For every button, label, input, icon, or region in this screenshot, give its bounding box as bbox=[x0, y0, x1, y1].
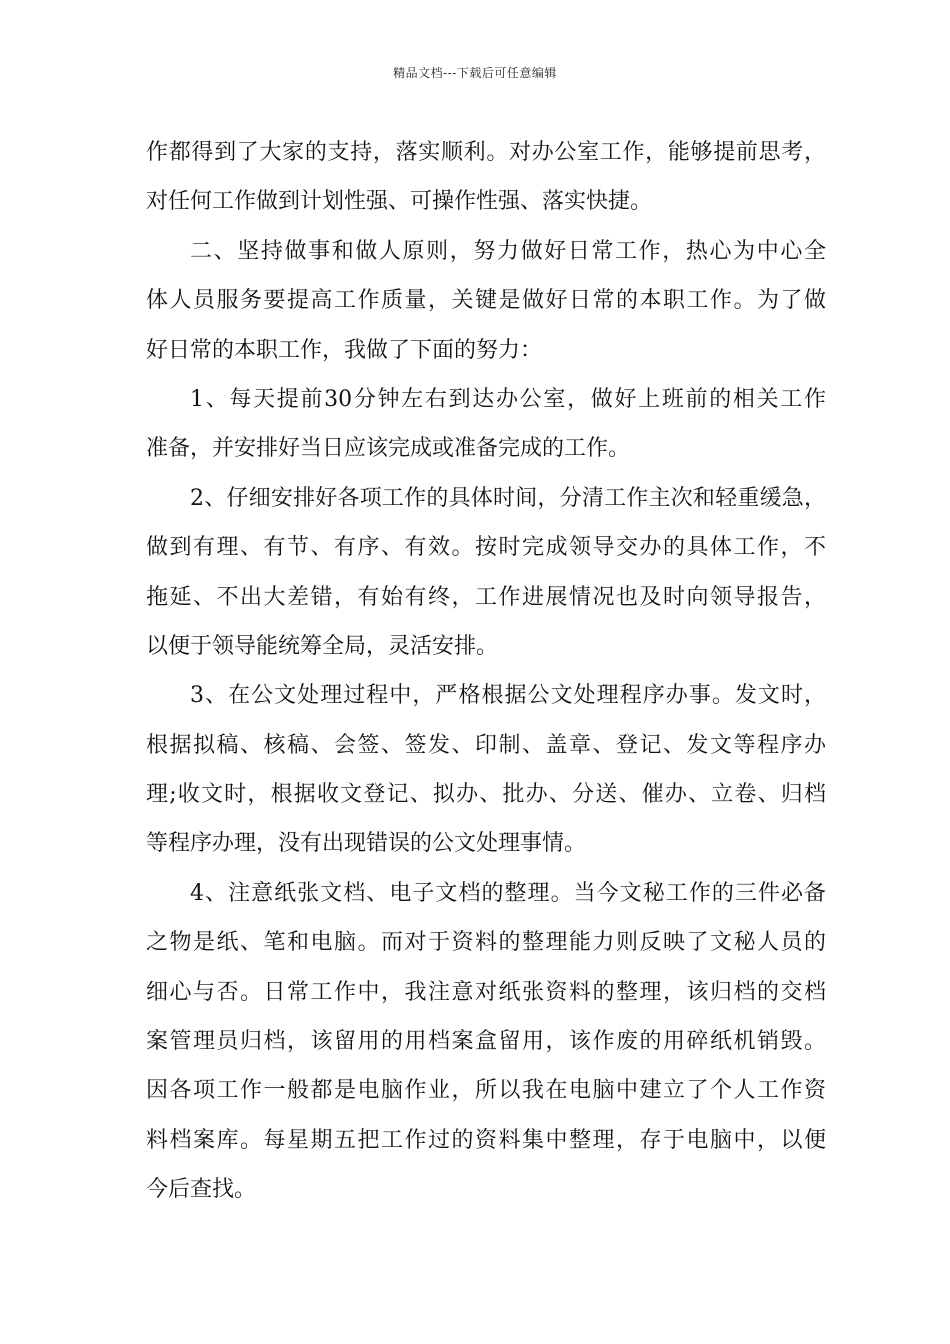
body-line: 二、坚持做事和做人原则，努力做好日常工作，热心为中心全 bbox=[190, 238, 826, 264]
body-line: 理;收文时，根据收文登记、拟办、批办、分送、催办、立卷、归档 bbox=[146, 782, 826, 808]
body-line: 根据拟稿、核稿、会签、签发、印制、盖章、登记、发文等程序办 bbox=[146, 732, 826, 758]
page-header: 精品文档---下载后可任意编辑 bbox=[393, 66, 557, 80]
body-line: 因各项工作一般都是电脑作业，所以我在电脑中建立了个人工作资 bbox=[146, 1078, 826, 1104]
body-line: 之物是纸、笔和电脑。而对于资料的整理能力则反映了文秘人员的 bbox=[146, 930, 826, 956]
body-line: 料档案库。每星期五把工作过的资料集中整理，存于电脑中，以便 bbox=[146, 1127, 826, 1153]
body-line: 作都得到了大家的支持，落实顺利。对办公室工作，能够提前思考， bbox=[146, 140, 826, 165]
body-line: 案管理员归档，该留用的用档案盒留用，该作废的用碎纸机销毁。 bbox=[146, 1029, 826, 1055]
body-line: 对任何工作做到计划性强、可操作性强、落实快捷。 bbox=[146, 189, 653, 215]
body-line: 好日常的本职工作，我做了下面的努力： bbox=[146, 337, 543, 363]
body-line: 今后查找。 bbox=[146, 1177, 257, 1203]
body-line: 细心与否。日常工作中，我注意对纸张资料的整理，该归档的交档 bbox=[146, 979, 826, 1005]
body-line: 以便于领导能统筹全局，灵活安排。 bbox=[146, 633, 499, 659]
body-line: 体人员服务要提高工作质量，关键是做好日常的本职工作。为了做 bbox=[146, 288, 826, 314]
body-line: 2、仔细安排好各项工作的具体时间，分清工作主次和轻重缓急， bbox=[190, 485, 826, 511]
body-line: 3、在公文处理过程中，严格根据公文处理程序办事。发文时， bbox=[190, 683, 826, 709]
body-line: 准备，并安排好当日应该完成或准备完成的工作。 bbox=[146, 436, 631, 462]
body-line: 等程序办理，没有出现错误的公文处理事情。 bbox=[146, 831, 587, 857]
document-body bbox=[146, 128, 826, 1215]
body-line: 做到有理、有节、有序、有效。按时完成领导交办的具体工作，不 bbox=[146, 535, 826, 561]
body-line: 4、注意纸张文档、电子文档的整理。当今文秘工作的三件必备 bbox=[190, 880, 826, 906]
body-line: 拖延、不出大差错，有始有终，工作进展情况也及时向领导报告， bbox=[146, 584, 826, 610]
body-line: 1、每天提前30分钟左右到达办公室，做好上班前的相关工作 bbox=[190, 386, 826, 412]
